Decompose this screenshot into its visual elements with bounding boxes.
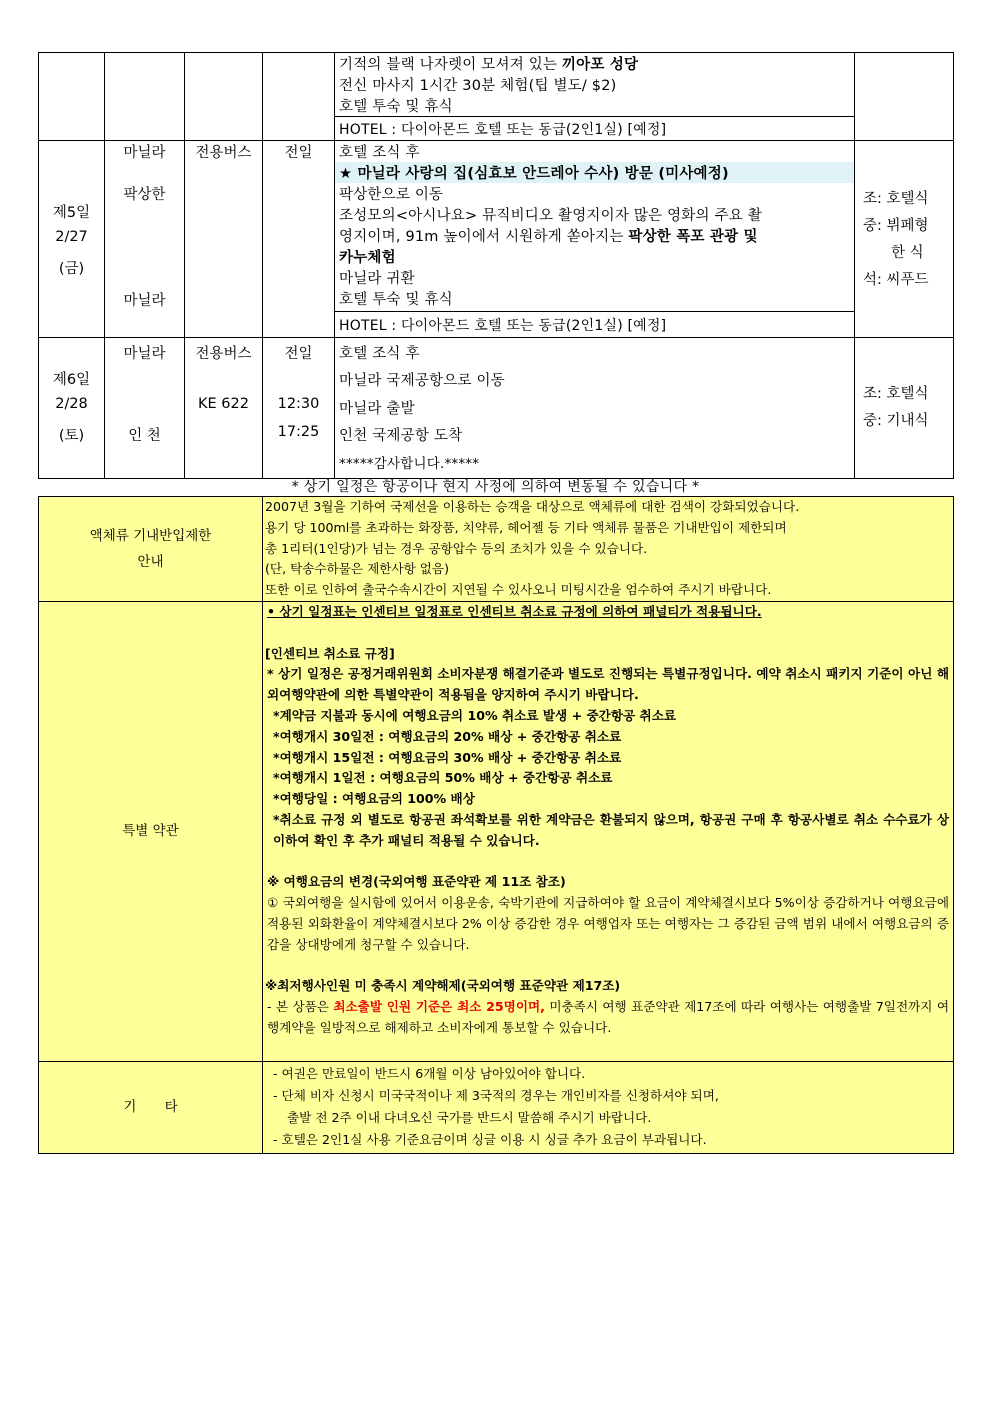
day-weekday: (금) [58,261,85,277]
place-label: 마닐라 [123,145,166,161]
rule-item: *여행개시 1일전 : 여행요금의 50% 배상 + 중간항공 취소료 [273,770,613,786]
schedule-line: 마닐라 국제공항으로 이동 [339,373,505,389]
liquid-text-cell [263,497,954,602]
schedule-line: 마닐라 귀환 [339,271,415,287]
terms-table [38,496,954,1154]
liquid-line: 용기 당 100ml를 초과하는 화장품, 치약류, 헤어젤 등 기타 액체류 물품은 기내반입이 제한되며 [265,519,787,535]
schedule-line: 마닐라 출발 [339,401,415,417]
transport-label: 전용버스 [195,346,252,362]
liquid-label: 액체류 기내반입제한 [89,527,212,544]
meal-line: 석: 씨푸드 [863,272,929,288]
itinerary-row-day6 [39,338,954,479]
liquid-row [39,497,954,602]
transport-cell [185,53,263,141]
schedule-cell [335,338,855,479]
hotel-line: HOTEL : 다이아몬드 호텔 또는 동급(2인1실) [예정] [339,122,667,138]
time-cell [263,141,335,338]
special-text-cell [263,601,954,1061]
rule-item: *계약금 지불과 동시에 여행요금의 10% 취소료 발생 + 중간항공 취소료 [273,707,677,723]
liquid-line: 또한 이로 인하여 출국수속시간이 지연될 수 있사오니 미팅시간을 엄수하여 주시기 바랍니다. [265,582,772,598]
thanks-line: *****감사합니다.***** [339,456,480,472]
liquid-label: 안내 [137,553,164,570]
min-text-pre: - 본 상품은 [267,999,329,1015]
schedule-line: 호텔 조식 후 [339,145,420,161]
schedule-line: 팍상한으로 이동 [339,187,444,203]
schedule-change-notice: * 상기 일정은 항공이나 현지 사정에 의하여 변동될 수 있습니다 * [291,479,700,495]
transport-cell [185,338,263,479]
etc-line: - 호텔은 2인1실 사용 기준요금이며 싱글 이용 시 싱글 추가 요금이 부과됩니다. [273,1132,707,1148]
etc-line: - 단체 비자 신청시 미국국적이나 제 3국적의 경우는 개인비자를 신청하셔야 되며, [273,1088,719,1104]
liquid-line: (단, 탁송수하물은 제한사항 없음) [265,561,449,577]
min-text-red: 최소출발 인원 기준은 최소 25명이며, [333,999,545,1015]
place-label: 마닐라 [123,293,166,309]
itinerary-row-prev [39,53,954,141]
etc-line: - 여권은 만료일이 반드시 6개월 이상 남아있어야 합니다. [273,1066,586,1082]
change-title: ※ 여행요금의 변경(국외여행 표준약관 제 11조 참조) [267,874,566,890]
min-text [263,997,953,1039]
etc-label: 기 타 [123,1099,178,1116]
schedule-line: 호텔 투숙 및 휴식 [339,99,453,115]
spacer [263,956,953,977]
schedule-line: 전신 마사지 1시간 30분 체험(팁 별도/ $2) [339,78,617,94]
day-weekday: (토) [58,428,85,444]
place-cell [105,338,185,479]
liquid-line: 총 1리터(1인당)가 넘는 경우 공항압수 등의 조치가 있을 수 있습니다. [265,540,648,556]
meal-line: 한 식 [891,245,924,261]
etc-line: 출발 전 2주 이내 다녀오신 국가를 반드시 말씀해 주시기 바랍니다. [287,1110,652,1126]
schedule-line-bold: 팍상한 폭포 관광 및 [628,229,758,245]
change-text: ① 국외여행을 실시함에 있어서 이용운송, 숙박기관에 지급하여야 할 요금이 계약체결시보다 5%이상 증감하거나 여행요금에 적용된 외화환율이 계약체결시보다 2% 이상 증감한 경우 여행업자 또는 여행자는 그 증감된 금액 범위 내에서 여행요금의 증감을 상대방에게 청구할 수 있습니다. [267,895,949,952]
time-cell [263,338,335,479]
meal-cell [855,53,954,141]
day-cell [39,141,105,338]
meal-line: 중: 뷔페형 [863,218,929,234]
special-label: 특별 약관 [122,823,179,840]
rule-title: [인센티브 취소료 규정] [265,645,395,661]
etc-row [39,1061,954,1153]
rule-extra: *취소료 규정 외 별도로 항공권 좌석확보를 위한 계약금은 환불되지 않으며, 항공권 구매 후 항공사별로 취소 수수료가 상이하여 확인 후 추가 패널티 적용될 수 있습니다. [273,811,949,848]
schedule-line-bold: 끼아포 성당 [561,57,639,73]
meal-cell [855,141,954,338]
day-date: 2/28 [55,396,88,412]
rule-intro: * 상기 일정은 공정거래위원회 소비자분쟁 해결기준과 별도로 진행되는 특별규정입니다. 예약 취소시 패키지 기준이 아닌 해외여행약관에 의한 특별약관이 적용됨을 양지하여 주시기 바랍니다. [267,666,949,703]
place-cell [105,141,185,338]
schedule-line: 호텔 투숙 및 휴식 [339,292,453,308]
min-text-post: 미충족시 여행 표준약관 제17조에 따라 여행사는 여행출발 7일전까지 여행계약을 일방적으로 해제하고 소비자에게 통보할 수 있습니다. [267,999,949,1035]
meal-line: 중: 기내식 [863,413,929,429]
schedule-line: 영지이며, 91m 높이에서 시원하게 쏟아지는 [339,229,624,245]
day-cell [39,53,105,141]
day-label: 제6일 [52,372,91,388]
time-label: 17:25 [277,424,320,440]
flight-number: KE 622 [198,396,249,412]
rule-item: *여행개시 30일전 : 여행요금의 20% 배상 + 중간항공 취소료 [273,728,622,744]
day-cell [39,338,105,479]
special-headline: • 상기 일정표는 인센티브 일정표로 인센티브 취소료 규정에 의하여 패널티가 적용됩니다. [267,603,762,619]
transport-cell [185,141,263,338]
schedule-line: 조성모의<아시나요> 뮤직비디오 촬영지이자 많은 영화의 주요 촬 [339,208,762,224]
meal-line: 조: 호텔식 [863,386,929,402]
liquid-line: 2007년 3월을 기하여 국제선을 이용하는 승객을 대상으로 액체류에 대한 검색이 강화되었습니다. [265,499,800,514]
itinerary-table [38,52,954,479]
meal-line: 조: 호텔식 [863,191,929,207]
schedule-line: 인천 국제공항 도착 [339,428,463,444]
schedule-line: 호텔 조식 후 [339,346,420,362]
schedule-line: 기적의 블랙 나자렛이 모셔져 있는 [339,57,558,73]
time-label: 전일 [284,145,313,161]
hotel-line: HOTEL : 다이아몬드 호텔 또는 동급(2인1실) [예정] [339,318,667,334]
itinerary-row-day5 [39,141,954,338]
place-cell [105,53,185,141]
etc-label-cell [39,1061,263,1153]
schedule-cell [335,141,855,338]
special-row [39,601,954,1061]
day-date: 2/27 [55,229,88,245]
place-label: 마닐라 [123,346,166,362]
time-label: 전일 [284,346,313,362]
day-label: 제5일 [52,205,91,221]
transport-label: 전용버스 [195,145,252,161]
place-label: 팍상한 [123,187,166,203]
highlight-line: ★ 마닐라 사랑의 집(심효보 안드레아 수사) 방문 (미사예정) [335,162,854,183]
special-label-cell [39,601,263,1061]
schedule-cell [335,53,855,141]
min-title: ※최저행사인원 미 충족시 계약해제(국외여행 표준약관 제17조) [265,978,621,994]
meal-cell [855,338,954,479]
rule-item: *여행개시 15일전 : 여행요금의 30% 배상 + 중간항공 취소료 [273,749,622,765]
rule-item: *여행당일 : 여행요금의 100% 배상 [273,791,475,807]
place-label: 인 천 [128,428,161,444]
time-label: 12:30 [277,396,320,412]
liquid-label-cell [39,497,263,602]
schedule-line-bold: 카누체험 [339,250,396,266]
time-cell [263,53,335,141]
spacer [263,852,953,873]
etc-text-cell [263,1061,954,1153]
spacer [263,623,953,644]
